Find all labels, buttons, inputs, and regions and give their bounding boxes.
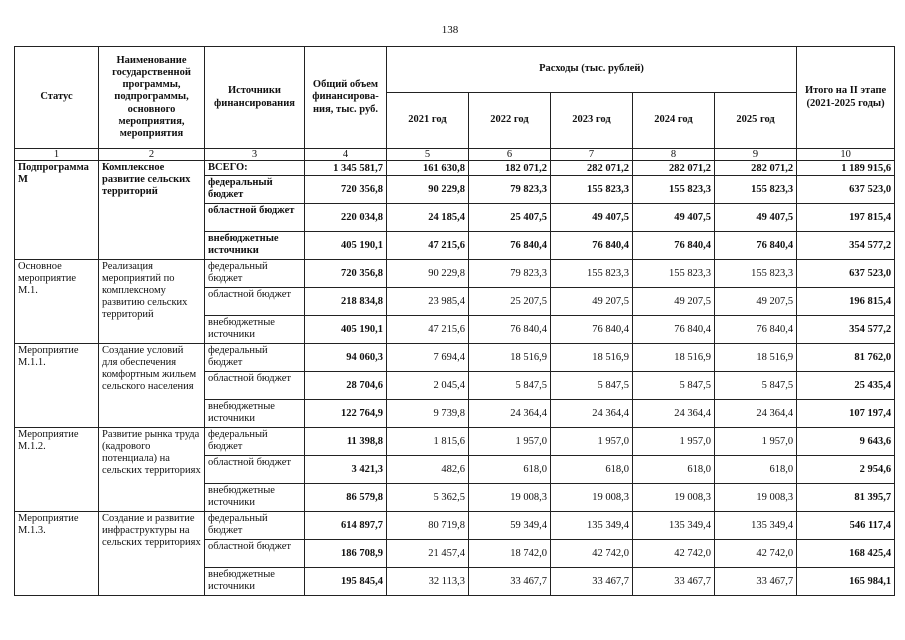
year-value-cell: 90 229,8 <box>387 176 469 204</box>
year-value-cell: 5 847,5 <box>551 372 633 400</box>
year-value-cell: 76 840,4 <box>551 316 633 344</box>
year-value-cell: 76 840,4 <box>715 232 797 260</box>
source-cell: областной бюджет <box>205 372 305 400</box>
year-value-cell: 49 407,5 <box>633 204 715 232</box>
year-value-cell: 76 840,4 <box>633 232 715 260</box>
total-cell: 218 834,8 <box>305 288 387 316</box>
total-cell: 195 845,4 <box>305 568 387 596</box>
header-status: Статус <box>15 47 99 149</box>
header-year: 2022 год <box>469 93 551 149</box>
year-value-cell: 282 071,2 <box>715 161 797 176</box>
year-value-cell: 49 407,5 <box>551 204 633 232</box>
year-value-cell: 155 823,3 <box>715 260 797 288</box>
year-value-cell: 25 407,5 <box>469 204 551 232</box>
source-cell: федеральный бюджет <box>205 344 305 372</box>
year-value-cell: 155 823,3 <box>551 176 633 204</box>
column-number: 6 <box>469 149 551 161</box>
total-cell: 405 190,1 <box>305 232 387 260</box>
year-value-cell: 76 840,4 <box>715 316 797 344</box>
year-value-cell: 161 630,8 <box>387 161 469 176</box>
year-value-cell: 49 207,5 <box>633 288 715 316</box>
year-value-cell: 47 215,6 <box>387 232 469 260</box>
column-number: 5 <box>387 149 469 161</box>
year-value-cell: 47 215,6 <box>387 316 469 344</box>
stage-total-cell: 81 395,7 <box>797 484 895 512</box>
year-value-cell: 5 847,5 <box>469 372 551 400</box>
source-cell: областной бюджет <box>205 288 305 316</box>
table-row <box>15 344 895 372</box>
year-value-cell: 135 349,4 <box>551 512 633 540</box>
header-year: 2021 год <box>387 93 469 149</box>
stage-total-cell: 81 762,0 <box>797 344 895 372</box>
year-value-cell: 76 840,4 <box>551 232 633 260</box>
column-number: 7 <box>551 149 633 161</box>
year-value-cell: 282 071,2 <box>551 161 633 176</box>
status-cell: Мероприятие М.1.2. <box>15 428 99 512</box>
total-cell: 220 034,8 <box>305 204 387 232</box>
column-number: 4 <box>305 149 387 161</box>
year-value-cell: 1 957,0 <box>715 428 797 456</box>
year-value-cell: 32 113,3 <box>387 568 469 596</box>
year-value-cell: 23 985,4 <box>387 288 469 316</box>
total-cell: 94 060,3 <box>305 344 387 372</box>
source-cell: внебюджетные источники <box>205 400 305 428</box>
year-value-cell: 5 362,5 <box>387 484 469 512</box>
table-header <box>15 47 895 161</box>
year-value-cell: 19 008,3 <box>633 484 715 512</box>
program-name-cell: Реализация мероприятий по комплексному развитию сельских территорий <box>99 260 205 344</box>
year-value-cell: 19 008,3 <box>551 484 633 512</box>
table-row <box>15 428 895 456</box>
stage-total-cell: 637 523,0 <box>797 176 895 204</box>
program-name-cell: Создание условий для обеспечения комфортным жильем сельского населения <box>99 344 205 428</box>
year-value-cell: 42 742,0 <box>551 540 633 568</box>
program-name-cell: Комплексное развитие сельских территорий <box>99 161 205 260</box>
year-value-cell: 1 957,0 <box>469 428 551 456</box>
total-cell: 28 704,6 <box>305 372 387 400</box>
year-value-cell: 19 008,3 <box>715 484 797 512</box>
year-value-cell: 482,6 <box>387 456 469 484</box>
program-name-cell: Создание и развитие инфраструктуры на сельских территориях <box>99 512 205 596</box>
source-cell: федеральный бюджет <box>205 260 305 288</box>
year-value-cell: 24 364,4 <box>633 400 715 428</box>
header-year: 2025 год <box>715 93 797 149</box>
page-number: 138 <box>441 24 459 36</box>
year-value-cell: 33 467,7 <box>469 568 551 596</box>
year-value-cell: 79 823,3 <box>469 176 551 204</box>
source-cell: областной бюджет <box>205 204 305 232</box>
year-value-cell: 18 516,9 <box>469 344 551 372</box>
year-value-cell: 618,0 <box>715 456 797 484</box>
total-cell: 614 897,7 <box>305 512 387 540</box>
year-value-cell: 76 840,4 <box>469 316 551 344</box>
year-value-cell: 135 349,4 <box>633 512 715 540</box>
stage-total-cell: 25 435,4 <box>797 372 895 400</box>
year-value-cell: 42 742,0 <box>715 540 797 568</box>
year-value-cell: 33 467,7 <box>715 568 797 596</box>
status-cell: Мероприятие М.1.3. <box>15 512 99 596</box>
column-number: 2 <box>99 149 205 161</box>
year-value-cell: 49 207,5 <box>715 288 797 316</box>
source-cell: областной бюджет <box>205 456 305 484</box>
funding-table <box>14 46 895 596</box>
year-value-cell: 49 207,5 <box>551 288 633 316</box>
year-value-cell: 76 840,4 <box>633 316 715 344</box>
status-cell: Основное мероприятие М.1. <box>15 260 99 344</box>
status-cell: Мероприятие М.1.1. <box>15 344 99 428</box>
total-cell: 122 764,9 <box>305 400 387 428</box>
status-cell: Подпрограмма М <box>15 161 99 260</box>
stage-total-cell: 354 577,2 <box>797 232 895 260</box>
year-value-cell: 18 516,9 <box>715 344 797 372</box>
year-value-cell: 59 349,4 <box>469 512 551 540</box>
header-sources: Источники финансирования <box>205 47 305 149</box>
year-value-cell: 9 739,8 <box>387 400 469 428</box>
stage-total-cell: 354 577,2 <box>797 316 895 344</box>
total-cell: 186 708,9 <box>305 540 387 568</box>
year-value-cell: 33 467,7 <box>551 568 633 596</box>
year-value-cell: 19 008,3 <box>469 484 551 512</box>
program-name-cell: Развитие рынка труда (кадрового потенциала) на сельских территориях <box>99 428 205 512</box>
year-value-cell: 618,0 <box>469 456 551 484</box>
year-value-cell: 1 957,0 <box>551 428 633 456</box>
table-row <box>15 161 895 176</box>
source-cell: внебюджетные источники <box>205 316 305 344</box>
year-value-cell: 49 407,5 <box>715 204 797 232</box>
table-body <box>15 161 895 596</box>
total-cell: 720 356,8 <box>305 176 387 204</box>
column-number: 9 <box>715 149 797 161</box>
table-row <box>15 512 895 540</box>
source-cell: внебюджетные источники <box>205 484 305 512</box>
header-name: Наименование государственной программы, подпрограммы, основного мероприятия, мероприятия <box>99 47 205 149</box>
stage-total-cell: 197 815,4 <box>797 204 895 232</box>
stage-total-cell: 107 197,4 <box>797 400 895 428</box>
table-row <box>15 260 895 288</box>
stage-total-cell: 9 643,6 <box>797 428 895 456</box>
stage-total-cell: 165 984,1 <box>797 568 895 596</box>
header-stage-total: Итого на II этапе (2021-2025 годы) <box>797 47 895 149</box>
source-cell: внебюджетные источники <box>205 568 305 596</box>
column-number: 3 <box>205 149 305 161</box>
total-cell: 86 579,8 <box>305 484 387 512</box>
stage-total-cell: 546 117,4 <box>797 512 895 540</box>
header-expenses: Расходы (тыс. рублей) <box>387 47 797 93</box>
stage-total-cell: 196 815,4 <box>797 288 895 316</box>
header-total: Общий объем финансирова-ния, тыс. руб. <box>305 47 387 149</box>
header-year: 2023 год <box>551 93 633 149</box>
column-number-row <box>15 149 895 161</box>
column-number: 8 <box>633 149 715 161</box>
stage-total-cell: 2 954,6 <box>797 456 895 484</box>
source-cell: областной бюджет <box>205 540 305 568</box>
year-value-cell: 155 823,3 <box>715 176 797 204</box>
year-value-cell: 24 364,4 <box>715 400 797 428</box>
year-value-cell: 2 045,4 <box>387 372 469 400</box>
total-cell: 3 421,3 <box>305 456 387 484</box>
year-value-cell: 24 185,4 <box>387 204 469 232</box>
year-value-cell: 25 207,5 <box>469 288 551 316</box>
header-year: 2024 год <box>633 93 715 149</box>
stage-total-cell: 168 425,4 <box>797 540 895 568</box>
year-value-cell: 90 229,8 <box>387 260 469 288</box>
year-value-cell: 24 364,4 <box>469 400 551 428</box>
stage-total-cell: 637 523,0 <box>797 260 895 288</box>
total-cell: 11 398,8 <box>305 428 387 456</box>
year-value-cell: 42 742,0 <box>633 540 715 568</box>
year-value-cell: 155 823,3 <box>633 176 715 204</box>
year-value-cell: 155 823,3 <box>633 260 715 288</box>
source-cell: ВСЕГО: <box>205 161 305 176</box>
year-value-cell: 7 694,4 <box>387 344 469 372</box>
year-value-cell: 282 071,2 <box>633 161 715 176</box>
year-value-cell: 80 719,8 <box>387 512 469 540</box>
year-value-cell: 18 516,9 <box>633 344 715 372</box>
source-cell: внебюджетные источники <box>205 232 305 260</box>
source-cell: федеральный бюджет <box>205 176 305 204</box>
year-value-cell: 155 823,3 <box>551 260 633 288</box>
source-cell: федеральный бюджет <box>205 512 305 540</box>
total-cell: 720 356,8 <box>305 260 387 288</box>
year-value-cell: 618,0 <box>551 456 633 484</box>
year-value-cell: 1 815,6 <box>387 428 469 456</box>
year-value-cell: 21 457,4 <box>387 540 469 568</box>
total-cell: 1 345 581,7 <box>305 161 387 176</box>
year-value-cell: 618,0 <box>633 456 715 484</box>
year-value-cell: 182 071,2 <box>469 161 551 176</box>
column-number: 1 <box>15 149 99 161</box>
year-value-cell: 24 364,4 <box>551 400 633 428</box>
year-value-cell: 33 467,7 <box>633 568 715 596</box>
source-cell: федеральный бюджет <box>205 428 305 456</box>
stage-total-cell: 1 189 915,6 <box>797 161 895 176</box>
year-value-cell: 135 349,4 <box>715 512 797 540</box>
year-value-cell: 5 847,5 <box>633 372 715 400</box>
year-value-cell: 79 823,3 <box>469 260 551 288</box>
year-value-cell: 5 847,5 <box>715 372 797 400</box>
total-cell: 405 190,1 <box>305 316 387 344</box>
year-value-cell: 1 957,0 <box>633 428 715 456</box>
column-number: 10 <box>797 149 895 161</box>
year-value-cell: 18 742,0 <box>469 540 551 568</box>
year-value-cell: 76 840,4 <box>469 232 551 260</box>
year-value-cell: 18 516,9 <box>551 344 633 372</box>
